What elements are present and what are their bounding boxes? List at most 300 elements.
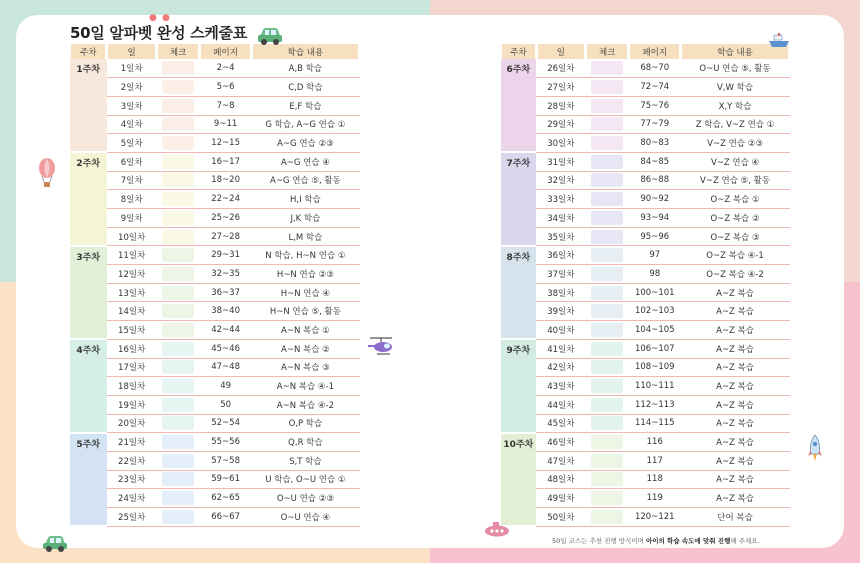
day-cell: 15일차 [107,321,156,340]
check-box[interactable] [591,80,623,94]
week-label: 3주차 [70,246,107,339]
check-cell [585,96,628,115]
title-decoration-dots: ● ● [149,13,171,23]
table-row [501,339,790,358]
table-row [501,433,790,452]
pages-cell: 49 [200,377,251,396]
check-box[interactable] [162,211,194,225]
content-cell: N 학습, H~N 연습 ① [251,246,359,265]
pages-cell: 42~44 [200,321,251,340]
day-cell: 10일차 [107,227,156,246]
pages-cell: 84~85 [629,152,681,171]
column-header: 주차 [501,44,537,59]
day-cell: 24일차 [107,489,156,508]
table-row [501,134,790,153]
pages-cell: 22~24 [200,190,251,209]
pages-cell: 68~70 [629,59,681,78]
check-box[interactable] [591,379,623,393]
check-cell [585,433,628,452]
check-box[interactable] [591,61,623,75]
content-cell: O~U 연습 ④ [251,508,359,527]
column-header: 체크 [156,44,200,59]
check-box[interactable] [162,136,194,150]
check-box[interactable] [162,360,194,374]
pages-cell: 36~37 [200,283,251,302]
check-box[interactable] [591,398,623,412]
table-header-row [70,44,360,59]
check-box[interactable] [591,173,623,187]
day-cell: 44일차 [536,395,585,414]
content-cell: V~Z 연습 ②③ [681,134,790,153]
check-cell [585,451,628,470]
content-cell: X,Y 학습 [681,96,790,115]
schedule-table-right [499,44,791,527]
column-header: 체크 [585,44,628,59]
table-row [70,96,360,115]
check-box[interactable] [162,510,194,524]
pages-cell: 118 [629,470,681,489]
check-cell [585,470,628,489]
content-cell: A~Z 복습 [681,414,790,433]
pages-cell: 106~107 [629,339,681,358]
check-box[interactable] [162,61,194,75]
week-label: 5주차 [70,433,107,526]
table-row [70,246,360,265]
week-label: 6주차 [501,59,537,152]
content-cell: H~N 연습 ⑤, 활동 [251,302,359,321]
table-row [70,433,360,452]
content-cell: L,M 학습 [251,227,359,246]
day-cell: 36일차 [536,246,585,265]
week-label: 10주차 [501,433,537,526]
check-box[interactable] [591,230,623,244]
content-cell: A~Z 복습 [681,339,790,358]
check-cell [585,115,628,134]
content-cell: A~G 연습 ⑤, 활동 [251,171,359,190]
pages-cell: 116 [629,433,681,452]
footnote-bold: 아이의 학습 속도에 맞춰 진행 [645,537,731,545]
check-box[interactable] [591,360,623,374]
check-box[interactable] [591,192,623,206]
pages-cell: 72~74 [629,78,681,97]
check-box[interactable] [162,491,194,505]
pages-cell: 66~67 [200,508,251,527]
check-box[interactable] [162,192,194,206]
table-row [501,377,790,396]
content-cell: O~U 연습 ②③ [251,489,359,508]
table-row [501,451,790,470]
pages-cell: 32~35 [200,265,251,284]
table-row [70,395,360,414]
day-cell: 22일차 [107,451,156,470]
content-cell: A~Z 복습 [681,395,790,414]
check-box[interactable] [591,342,623,356]
day-cell: 2일차 [107,78,156,97]
check-box[interactable] [591,286,623,300]
day-cell: 37일차 [536,265,585,284]
day-cell: 31일차 [536,152,585,171]
content-cell: G 학습, A~G 연습 ① [251,115,359,134]
pages-cell: 110~111 [629,377,681,396]
pages-cell: 12~15 [200,134,251,153]
table-row [501,96,790,115]
day-cell: 30일차 [536,134,585,153]
check-cell [156,171,200,190]
pages-cell: 80~83 [629,134,681,153]
table-row [70,78,360,97]
table-row [501,152,790,171]
pages-cell: 55~56 [200,433,251,452]
pages-cell: 52~54 [200,414,251,433]
check-box[interactable] [591,248,623,262]
table-row [70,321,360,340]
hot-air-balloon-icon [38,158,56,192]
check-cell [156,190,200,209]
day-cell: 6일차 [107,152,156,171]
check-cell [585,171,628,190]
content-cell: J,K 학습 [251,209,359,228]
check-box[interactable] [591,211,623,225]
check-cell [585,246,628,265]
content-cell: A~N 복습 ① [251,321,359,340]
pages-cell: 77~79 [629,115,681,134]
day-cell: 27일차 [536,78,585,97]
pages-cell: 45~46 [200,339,251,358]
day-cell: 17일차 [107,358,156,377]
pages-cell: 100~101 [629,283,681,302]
day-cell: 48일차 [536,470,585,489]
pages-cell: 18~20 [200,171,251,190]
table-row [501,508,790,527]
check-box[interactable] [591,472,623,486]
pages-cell: 25~26 [200,209,251,228]
table-row [70,508,360,527]
week-label: 8주차 [501,246,537,339]
check-cell [156,78,200,97]
check-cell [585,302,628,321]
pages-cell: 47~48 [200,358,251,377]
table-row [501,171,790,190]
day-cell: 23일차 [107,470,156,489]
day-cell: 50일차 [536,508,585,527]
check-cell [156,470,200,489]
page-title-text: 50일 알파벳 완성 스케줄표 [70,24,247,42]
check-cell [156,59,200,78]
content-cell: A~Z 복습 [681,283,790,302]
check-box[interactable] [162,230,194,244]
check-cell [156,321,200,340]
car-icon [257,26,283,50]
pages-cell: 112~113 [629,395,681,414]
day-cell: 38일차 [536,283,585,302]
content-cell: A~N 복습 ② [251,339,359,358]
pages-cell: 38~40 [200,302,251,321]
table-row [70,377,360,396]
content-cell: O~Z 복습 ② [681,209,790,228]
check-box[interactable] [591,304,623,318]
content-cell: O,P 학습 [251,414,359,433]
day-cell: 47일차 [536,451,585,470]
check-cell [585,209,628,228]
check-cell [585,377,628,396]
content-cell: A~Z 복습 [681,489,790,508]
table-row [501,246,790,265]
day-cell: 18일차 [107,377,156,396]
day-cell: 4일차 [107,115,156,134]
pages-cell: 117 [629,451,681,470]
day-cell: 34일차 [536,209,585,228]
check-cell [156,451,200,470]
check-cell [585,265,628,284]
table-row [501,321,790,340]
content-cell: E,F 학습 [251,96,359,115]
check-box[interactable] [162,99,194,113]
check-cell [585,283,628,302]
content-cell: A~Z 복습 [681,433,790,452]
pages-cell: 57~58 [200,451,251,470]
check-cell [585,321,628,340]
check-box[interactable] [591,323,623,337]
content-cell: C,D 학습 [251,78,359,97]
content-cell: H,I 학습 [251,190,359,209]
day-cell: 7일차 [107,171,156,190]
check-cell [156,414,200,433]
pages-cell: 119 [629,489,681,508]
check-cell [156,96,200,115]
day-cell: 1일차 [107,59,156,78]
helicopter-icon [366,336,396,360]
table-row [70,414,360,433]
day-cell: 46일차 [536,433,585,452]
day-cell: 19일차 [107,395,156,414]
day-cell: 32일차 [536,171,585,190]
table-row [70,489,360,508]
content-cell: O~Z 복습 ① [681,190,790,209]
check-cell [156,508,200,527]
check-cell [156,115,200,134]
submarine-icon [483,520,511,542]
check-cell [156,302,200,321]
day-cell: 49일차 [536,489,585,508]
check-box[interactable] [162,304,194,318]
table-row [501,115,790,134]
check-cell [156,265,200,284]
check-box[interactable] [162,267,194,281]
day-cell: 12일차 [107,265,156,284]
column-header: 페이지 [200,44,251,59]
day-cell: 43일차 [536,377,585,396]
pages-cell: 29~31 [200,246,251,265]
week-label: 9주차 [501,339,537,432]
check-cell [156,377,200,396]
week-label: 1주차 [70,59,107,152]
table-row [70,59,360,78]
content-cell: V~Z 연습 ④ [681,152,790,171]
column-header: 일 [536,44,585,59]
day-cell: 29일차 [536,115,585,134]
check-cell [156,134,200,153]
check-box[interactable] [162,342,194,356]
day-cell: 28일차 [536,96,585,115]
check-box[interactable] [591,155,623,169]
check-box[interactable] [591,117,623,131]
check-cell [156,395,200,414]
day-cell: 16일차 [107,339,156,358]
table-row [501,489,790,508]
check-cell [585,414,628,433]
table-row [70,470,360,489]
content-cell: A~N 복습 ③ [251,358,359,377]
check-box[interactable] [591,491,623,505]
pages-cell: 59~61 [200,470,251,489]
pages-cell: 5~6 [200,78,251,97]
content-cell: A,B 학습 [251,59,359,78]
check-box[interactable] [162,398,194,412]
content-cell: V~Z 연습 ⑤, 활동 [681,171,790,190]
check-cell [585,152,628,171]
check-cell [585,489,628,508]
pages-cell: 62~65 [200,489,251,508]
content-cell: A~Z 복습 [681,470,790,489]
table-row [70,283,360,302]
check-cell [156,433,200,452]
content-cell: A~N 복습 ④-2 [251,395,359,414]
column-header: 학습 내용 [681,44,790,59]
day-cell: 9일차 [107,209,156,228]
table-row [70,190,360,209]
table-header-row [501,44,790,59]
boat-icon [768,33,790,53]
table-row [70,451,360,470]
day-cell: 25일차 [107,508,156,527]
check-cell [156,209,200,228]
car-icon-bottom [42,535,68,557]
table-row [501,414,790,433]
table-row [501,227,790,246]
check-box[interactable] [162,286,194,300]
check-box[interactable] [162,173,194,187]
check-box[interactable] [591,99,623,113]
pages-cell: 98 [629,265,681,284]
day-cell: 41일차 [536,339,585,358]
content-cell: A~Z 복습 [681,451,790,470]
table-row [70,265,360,284]
pages-cell: 93~94 [629,209,681,228]
day-cell: 8일차 [107,190,156,209]
check-cell [156,339,200,358]
pages-cell: 95~96 [629,227,681,246]
pages-cell: 90~92 [629,190,681,209]
check-box[interactable] [162,117,194,131]
content-cell: H~N 연습 ④ [251,283,359,302]
column-header: 학습 내용 [251,44,359,59]
table-row [70,227,360,246]
table-row [70,209,360,228]
check-box[interactable] [162,248,194,262]
schedule-table-left [68,44,361,527]
check-box[interactable] [591,454,623,468]
content-cell: O~Z 복습 ④-1 [681,246,790,265]
week-label: 2주차 [70,152,107,245]
check-cell [156,246,200,265]
pages-cell: 7~8 [200,96,251,115]
check-box[interactable] [162,472,194,486]
check-box[interactable] [591,510,623,524]
table-row [501,59,790,78]
pages-cell: 86~88 [629,171,681,190]
check-box[interactable] [162,155,194,169]
day-cell: 35일차 [536,227,585,246]
pages-cell: 16~17 [200,152,251,171]
table-row [70,358,360,377]
check-box[interactable] [162,454,194,468]
check-box[interactable] [591,416,623,430]
table-row [501,395,790,414]
check-box[interactable] [591,136,623,150]
content-cell: A~G 연습 ④ [251,152,359,171]
content-cell: A~G 연습 ②③ [251,134,359,153]
pages-cell: 97 [629,246,681,265]
content-cell: O~Z 복습 ④-2 [681,265,790,284]
content-cell: H~N 연습 ②③ [251,265,359,284]
day-cell: 45일차 [536,414,585,433]
check-cell [156,227,200,246]
week-label: 4주차 [70,339,107,432]
check-cell [585,59,628,78]
table-row [501,190,790,209]
check-box[interactable] [162,416,194,430]
check-cell [585,339,628,358]
day-cell: 42일차 [536,358,585,377]
check-cell [585,358,628,377]
content-cell: S,T 학습 [251,451,359,470]
day-cell: 39일차 [536,302,585,321]
check-box[interactable] [162,323,194,337]
table-row [70,339,360,358]
content-cell: U 학습, O~U 연습 ① [251,470,359,489]
table-row [501,358,790,377]
table-row [70,171,360,190]
table-row [501,209,790,228]
check-cell [585,134,628,153]
content-cell: O~Z 복습 ③ [681,227,790,246]
check-box[interactable] [591,267,623,281]
day-cell: 40일차 [536,321,585,340]
check-box[interactable] [591,435,623,449]
column-header: 일 [107,44,156,59]
table-row [501,302,790,321]
pages-cell: 104~105 [629,321,681,340]
check-box[interactable] [162,379,194,393]
table-row [70,134,360,153]
day-cell: 11일차 [107,246,156,265]
footnote [552,536,760,545]
pages-cell: 9~11 [200,115,251,134]
pages-cell: 114~115 [629,414,681,433]
check-box[interactable] [162,435,194,449]
pages-cell: 2~4 [200,59,251,78]
day-cell: 20일차 [107,414,156,433]
table-row [501,283,790,302]
footnote-prefix: 50일 코스는 추천 진행 방식이며 [552,537,646,545]
check-box[interactable] [162,80,194,94]
pages-cell: 50 [200,395,251,414]
page-title [70,13,247,43]
day-cell: 33일차 [536,190,585,209]
day-cell: 14일차 [107,302,156,321]
check-cell [156,283,200,302]
content-cell: A~N 복습 ④-1 [251,377,359,396]
